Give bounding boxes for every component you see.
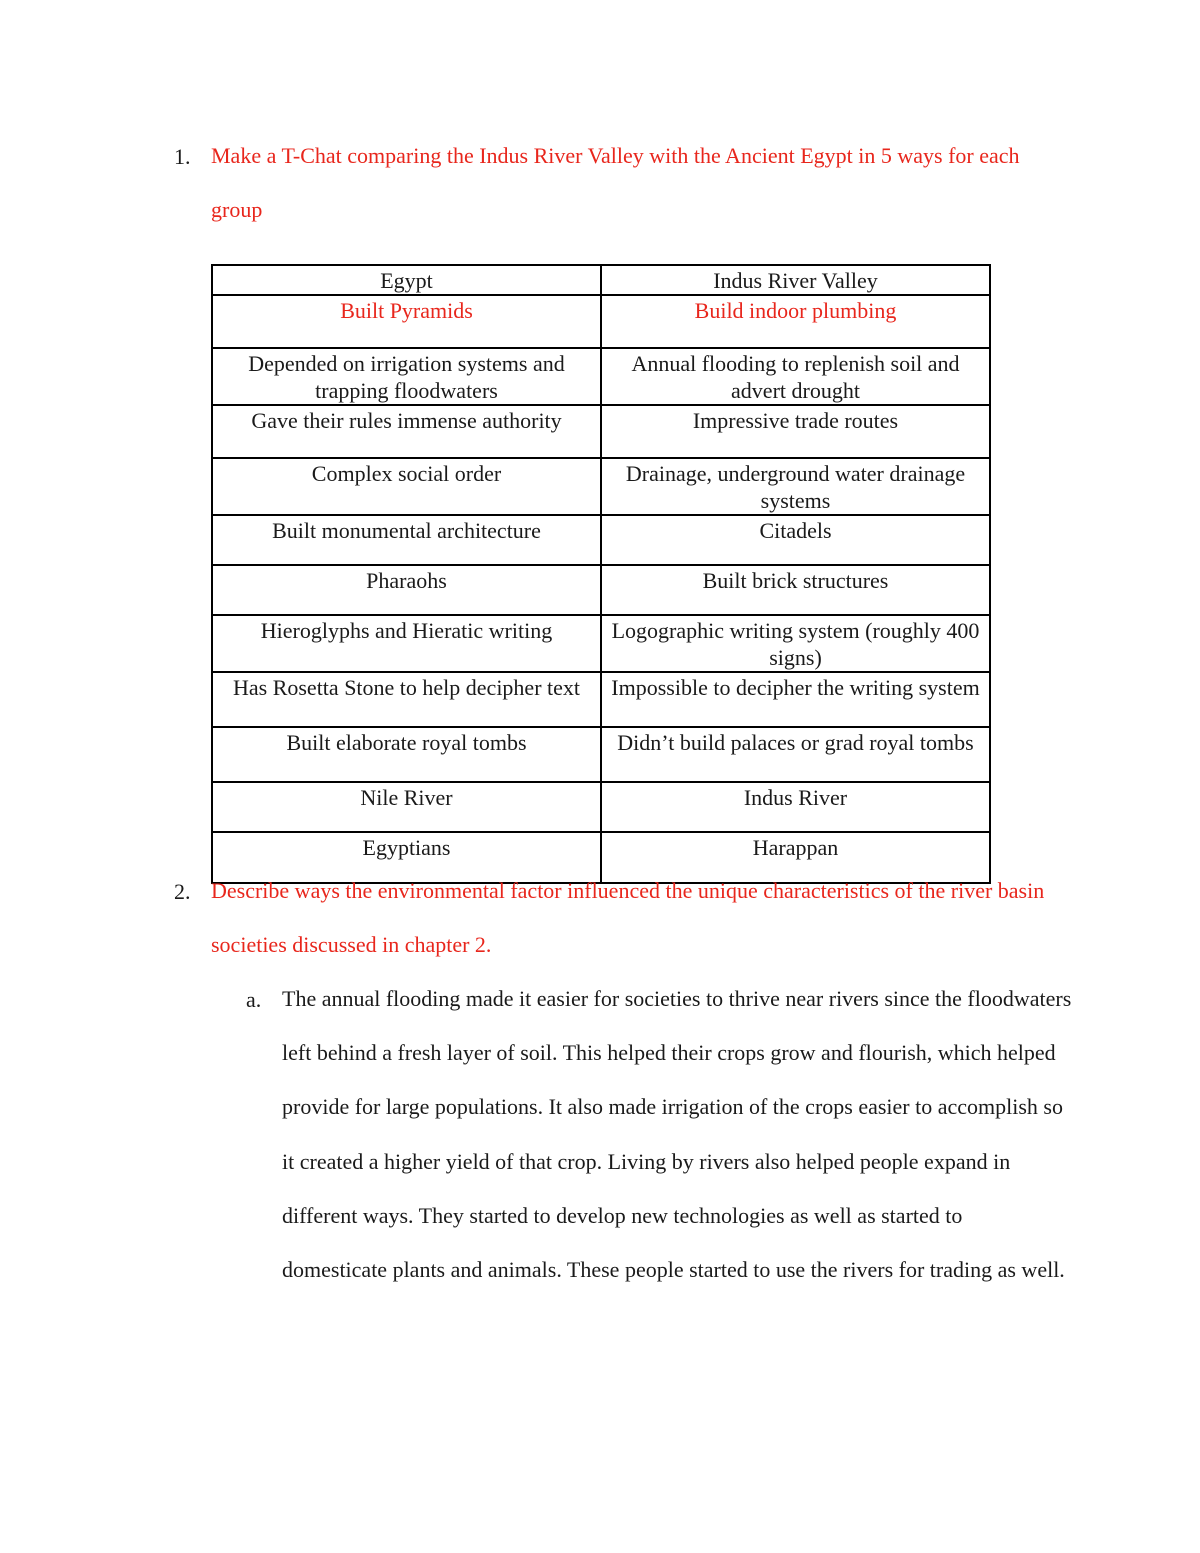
table-row (212, 348, 990, 405)
table-cell: Logographic writing system (roughly 400 signs) (601, 615, 990, 672)
t-chart-table (211, 264, 991, 884)
table-cell: Egyptians (212, 832, 601, 883)
table-cell: Annual flooding to replenish soil and advert drought (601, 348, 990, 405)
answer-label: a. (246, 987, 262, 1012)
table-cell: Harappan (601, 832, 990, 883)
table-cell: Gave their rules immense authority (212, 405, 601, 458)
table-cell: Indus River (601, 782, 990, 832)
table-cell: Depended on irrigation systems and trapping floodwaters (212, 348, 601, 405)
table-row (212, 458, 990, 515)
table-cell: Built brick structures (601, 565, 990, 615)
question-text: Describe ways the environmental factor influenced the unique characteristics of the river basin societies discussed in chapter 2. (211, 878, 1045, 957)
table-cell: Complex social order (212, 458, 601, 515)
question-text: Make a T-Chat comparing the Indus River Valley with the Ancient Egypt in 5 ways for each group (211, 143, 1020, 222)
table-cell: Impressive trade routes (601, 405, 990, 458)
table-cell: Nile River (212, 782, 601, 832)
table-row (212, 782, 990, 832)
table-cell: Build indoor plumbing (601, 295, 990, 348)
table-row (212, 672, 990, 727)
answer-text: The annual flooding made it easier for societies to thrive near rivers since the floodwaters left behind a fresh layer of soil. This helped their crops grow and flourish, which helped provide for large populations. It also made irrigation of the crops easier to accomplish so it created a higher yield of that crop. Living by rivers also helped people expand in different ways. They started to develop new technologies as well as started to domesticate plants and animals. These people started to use the rivers for trading as well. (282, 986, 1072, 1283)
table-header-cell: Egypt (212, 265, 601, 295)
table-cell: Citadels (601, 515, 990, 565)
table-cell: Hieroglyphs and Hieratic writing (212, 615, 601, 672)
table-row (212, 565, 990, 615)
table-cell: Built monumental architecture (212, 515, 601, 565)
table-cell: Didn’t build palaces or grad royal tombs (601, 727, 990, 782)
table-cell: Built elaborate royal tombs (212, 727, 601, 782)
table-row (212, 405, 990, 458)
table-cell: Built Pyramids (212, 295, 601, 348)
table-cell: Pharaohs (212, 565, 601, 615)
table-cell: Drainage, underground water drainage systems (601, 458, 990, 515)
question-number: 1. (174, 144, 191, 169)
table-header-cell: Indus River Valley (601, 265, 990, 295)
table-row (212, 727, 990, 782)
table-row (212, 515, 990, 565)
table-cell: Has Rosetta Stone to help decipher text (212, 672, 601, 727)
table-cell: Impossible to decipher the writing system (601, 672, 990, 727)
table-row (212, 615, 990, 672)
question-number: 2. (174, 879, 191, 904)
table-header-row (212, 265, 990, 295)
table-row (212, 295, 990, 348)
